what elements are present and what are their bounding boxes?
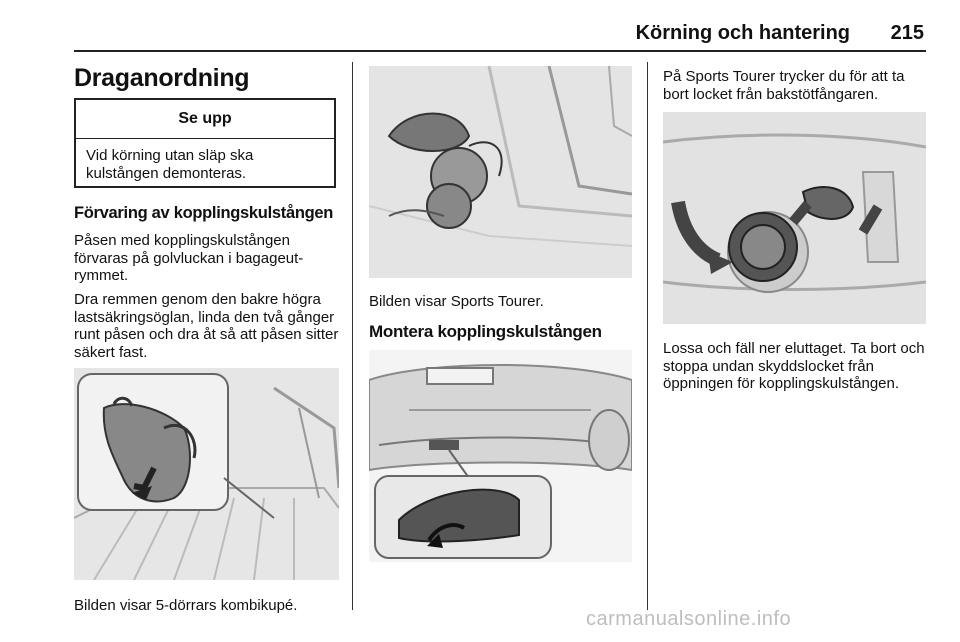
right-paragraph-2: Lossa och fäll ner eluttaget. Ta bort och stoppa undan skyddslocket från öppningen för kopplingskulstången. — [663, 340, 925, 392]
caution-title: Se upp — [76, 100, 334, 139]
caution-box — [74, 98, 336, 188]
rear-bumper-figure — [369, 350, 632, 562]
middle-figure-caption: Bilden visar Sports Tourer. — [369, 293, 544, 310]
storage-paragraph-2: Dra remmen genom den bakre högra lastsäkringsöglan, linda den två gånger runt påsen och dra åt så att påsen sitter säkert fast. — [74, 291, 339, 361]
column-divider-right — [647, 62, 648, 610]
socket-figure — [663, 112, 926, 324]
column-divider-left — [352, 62, 353, 610]
caution-text: Vid körning utan släp ska kulstången demonteras. — [86, 147, 254, 182]
towbar-bag-figure — [369, 66, 632, 278]
page-number: 215 — [890, 22, 924, 44]
page-heading: Draganordning — [74, 64, 250, 92]
left-figure-caption: Bilden visar 5-dörrars kombikupé. — [74, 597, 298, 614]
section-title: Körning och hantering — [635, 22, 850, 44]
trunk-storage-figure — [74, 368, 339, 580]
right-paragraph-1: På Sports Tourer trycker du för att ta bort locket från bakstötfångaren. — [663, 68, 905, 103]
mount-heading: Montera kopplingskulstången — [369, 322, 602, 341]
header-divider — [74, 50, 926, 52]
watermark: carmanualsonline.info — [586, 608, 792, 630]
storage-paragraph-1: Påsen med kopplingskulstången förvaras på golvluckan i bagageut-rymmet. — [74, 232, 304, 284]
storage-heading: Förvaring av kopplingskulstången — [74, 204, 334, 222]
